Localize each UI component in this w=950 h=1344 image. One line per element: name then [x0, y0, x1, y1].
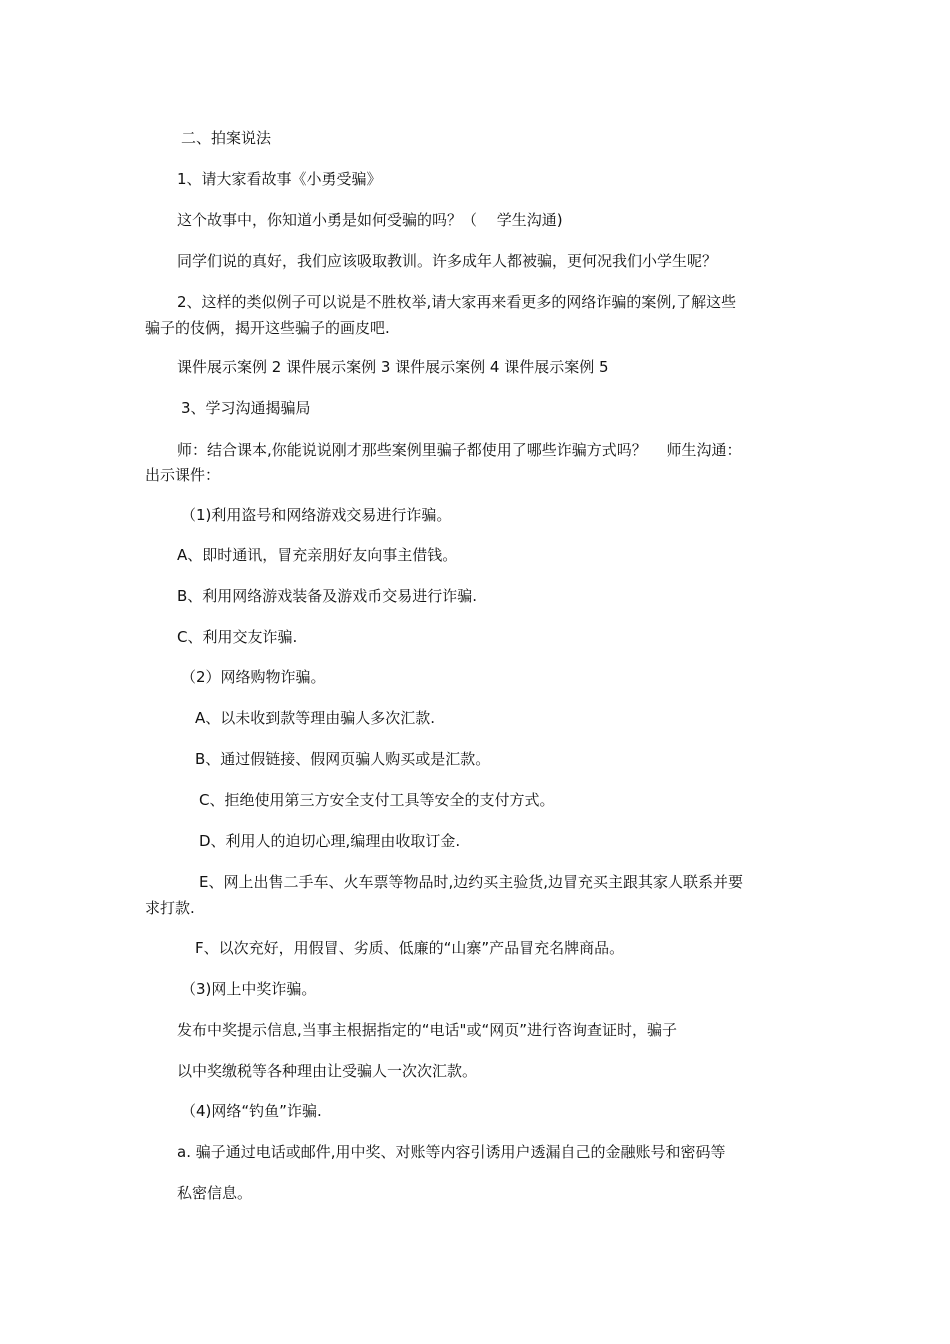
paragraph-cases-2: 骗子的伎俩，揭开这些骗子的画皮吧.	[145, 319, 390, 337]
list-item-2b: B、通过假链接、假网页骗人购买或是汇款。	[195, 750, 491, 768]
list-item-2e-line1: E、网上出售二手车、火车票等物品时,边约买主验货,边冒充买主跟其家人联系并要	[199, 873, 744, 891]
list-item-2e-line2: 求打款.	[145, 899, 195, 917]
section-heading: 二、拍案说法	[181, 129, 272, 147]
paragraph-prize-1: 发布中奖提示信息,当事主根据指定的“电话"或“网页”进行咨询查证时，骗子	[177, 1021, 677, 1039]
paragraph-prize-2: 以中奖缴税等各种理由让受骗人一次次汇款。	[177, 1062, 478, 1080]
paragraph-cases-1: 2、这样的类似例子可以说是不胜枚举,请大家再来看更多的网络诈骗的案例,了解这些	[177, 293, 737, 311]
paragraph-lesson: 同学们说的真好，我们应该吸取教训。许多成年人都被骗，更何况我们小学生呢？	[177, 252, 718, 270]
item-heading-1: （1)利用盗号和网络游戏交易进行诈骗。	[181, 506, 452, 524]
paragraph-courseware: 课件展示案例 2 课件展示案例 3 课件展示案例 4 课件展示案例 5	[177, 358, 609, 376]
list-item-1c: C、利用交友诈骗.	[177, 628, 298, 646]
list-item-2f: F、以次充好，用假冒、劣质、低廉的“山寨”产品冒充名牌商品。	[195, 939, 625, 957]
paragraph-phishing-1: a. 骗子通过电话或邮件,用中奖、对账等内容引诱用户透漏自己的金融账号和密码等	[177, 1143, 726, 1161]
list-item-1a: A、即时通讯，冒充亲朋好友向事主借钱。	[177, 546, 458, 564]
item-heading-2: （2）网络购物诈骗。	[181, 668, 326, 686]
list-item-2c: C、拒绝使用第三方安全支付工具等安全的支付方式。	[199, 791, 555, 809]
list-item-2d: D、利用人的迫切心理,编理由收取订金.	[199, 832, 461, 850]
paragraph-question: 这个故事中，你知道小勇是如何受骗的吗？（ 学生沟通)	[177, 211, 563, 229]
list-item-2a: A、以未收到款等理由骗人多次汇款.	[195, 709, 436, 727]
list-item-1b: B、利用网络游戏装备及游戏币交易进行诈骗.	[177, 587, 478, 605]
paragraph-phishing-2: 私密信息。	[177, 1184, 253, 1202]
item-heading-3: （3)网上中奖诈骗。	[181, 980, 317, 998]
subheading-discuss: 3、学习沟通揭骗局	[181, 399, 311, 417]
paragraph-teacher-1: 师：结合课本,你能说说刚才那些案例里骗子都使用了哪些诈骗方式吗？ 师生沟通：	[177, 441, 742, 459]
paragraph-story: 1、请大家看故事《小勇受骗》	[177, 170, 382, 188]
item-heading-4: （4)网络“钓鱼”诈骗.	[181, 1102, 322, 1120]
paragraph-teacher-2: 出示课件：	[145, 466, 221, 484]
